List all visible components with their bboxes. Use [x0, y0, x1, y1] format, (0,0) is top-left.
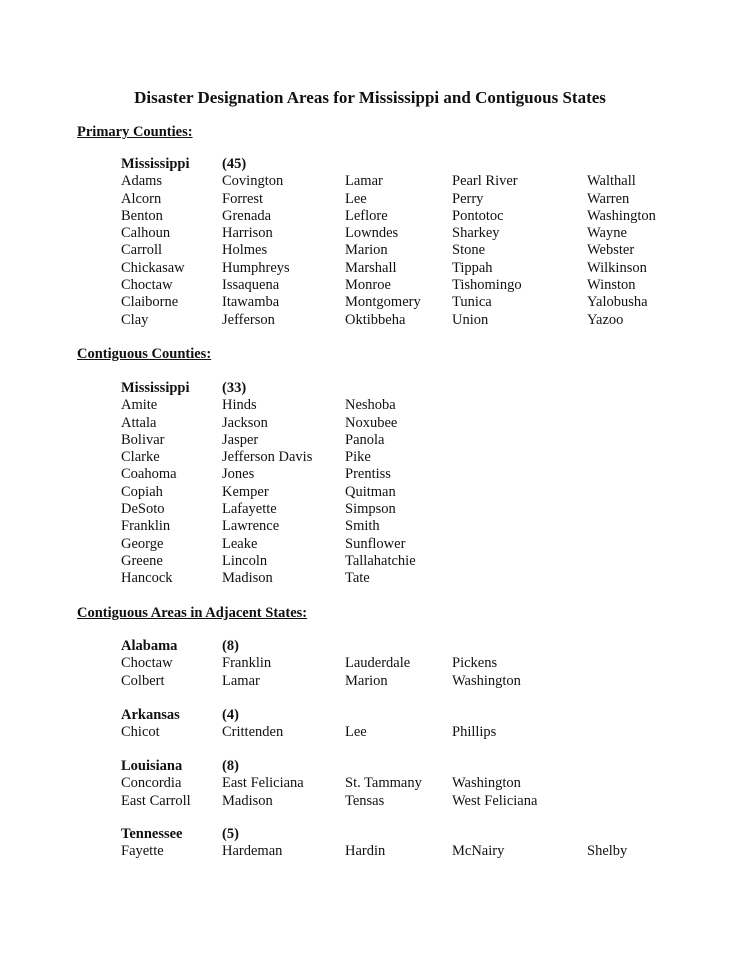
county-name: Lamar [222, 672, 260, 689]
county-name: Hardeman [222, 843, 283, 860]
state-name: Tennessee [121, 826, 183, 842]
county-name: Yazoo [587, 311, 624, 328]
county-name: Marshall [345, 259, 397, 276]
county-name: Tate [345, 570, 370, 587]
county-name: Forrest [222, 190, 264, 207]
county-name: McNairy [452, 843, 505, 860]
document-title: Disaster Designation Areas for Mississippi and Contiguous States [134, 88, 606, 107]
county-name: Simpson [345, 501, 396, 518]
county-name: Pickens [452, 655, 498, 672]
state-name: Mississippi [121, 380, 190, 396]
county-name: Bolivar [121, 431, 165, 448]
county-name: Jasper [222, 431, 259, 448]
county-name: Issaquena [222, 277, 280, 294]
county-name: Tensas [345, 792, 385, 809]
county-name: Marion [345, 242, 388, 259]
county-name: Winston [587, 277, 636, 294]
county-name: Lawrence [222, 518, 280, 535]
county-name: Prentiss [345, 466, 391, 483]
county-name: Covington [222, 173, 284, 190]
county-name: West Feliciana [452, 792, 538, 809]
county-name: Wilkinson [587, 259, 647, 276]
county-count: (45) [222, 156, 247, 172]
county-name: Quitman [345, 483, 396, 500]
county-name: Washington [587, 207, 656, 224]
county-name: Jefferson Davis [222, 449, 313, 466]
county-name: Yalobusha [587, 294, 648, 311]
county-name: Greene [121, 552, 163, 569]
county-name: Calhoun [121, 225, 171, 242]
county-name: East Carroll [121, 792, 191, 809]
county-name: Neshoba [345, 397, 396, 414]
county-name: Walthall [587, 173, 636, 190]
county-name: Stone [452, 242, 486, 259]
county-name: Lauderdale [345, 655, 411, 672]
county-name: Madison [222, 792, 273, 809]
state-name: Alabama [121, 638, 178, 654]
county-name: Smith [345, 518, 380, 535]
county-name: Pike [345, 449, 371, 466]
county-name: Shelby [587, 843, 628, 860]
county-name: Lowndes [345, 225, 399, 242]
county-name: Union [452, 311, 489, 328]
county-name: Adams [121, 173, 163, 190]
county-name: Fayette [121, 843, 164, 860]
county-count: (33) [222, 380, 247, 396]
county-name: Tallahatchie [345, 552, 416, 569]
county-name: Montgomery [345, 294, 421, 311]
county-name: Noxubee [345, 414, 398, 431]
county-name: Hardin [345, 843, 386, 860]
county-name: Hancock [121, 570, 173, 587]
county-name: DeSoto [121, 501, 165, 518]
county-name: Colbert [121, 672, 165, 689]
county-name: Lee [345, 190, 367, 207]
county-name: Phillips [452, 724, 497, 741]
county-name: Harrison [222, 225, 273, 242]
county-name: Marion [345, 672, 388, 689]
county-name: Benton [121, 207, 163, 224]
county-name: Copiah [121, 483, 163, 500]
county-name: Washington [452, 775, 521, 792]
county-name: Tishomingo [452, 277, 522, 294]
county-name: Lee [345, 724, 367, 741]
county-name: Pontotoc [452, 207, 504, 224]
county-name: Chicot [121, 724, 160, 741]
county-name: Wayne [587, 225, 627, 242]
county-name: St. Tammany [345, 775, 422, 792]
county-name: Alcorn [121, 190, 162, 207]
county-name: Leflore [345, 207, 388, 224]
county-name: Holmes [222, 242, 268, 259]
county-name: Sunflower [345, 535, 406, 552]
county-name: Choctaw [121, 277, 173, 294]
county-name: Webster [587, 242, 635, 259]
county-name: George [121, 535, 164, 552]
county-count: (4) [222, 707, 239, 723]
county-name: Washington [452, 672, 521, 689]
county-name: Madison [222, 570, 273, 587]
state-name: Louisiana [121, 758, 183, 774]
county-name: Coahoma [121, 466, 177, 483]
county-name: Concordia [121, 775, 182, 792]
county-name: Crittenden [222, 724, 284, 741]
county-count: (8) [222, 638, 239, 654]
county-name: Franklin [222, 655, 272, 672]
county-name: Jefferson [222, 311, 275, 328]
county-name: Amite [121, 397, 158, 414]
county-name: East Feliciana [222, 775, 304, 792]
county-name: Tunica [452, 294, 492, 311]
county-name: Attala [121, 414, 157, 431]
county-name: Grenada [222, 207, 272, 224]
adjacent-heading: Contiguous Areas in Adjacent States: [77, 605, 308, 621]
county-name: Warren [587, 190, 630, 207]
county-name: Lincoln [222, 552, 268, 569]
county-name: Jones [222, 466, 255, 483]
state-name: Mississippi [121, 156, 190, 172]
county-name: Choctaw [121, 655, 173, 672]
county-name: Pearl River [452, 173, 518, 190]
county-name: Lafayette [222, 501, 277, 518]
county-name: Leake [222, 535, 258, 552]
county-name: Hinds [222, 397, 257, 414]
county-name: Oktibbeha [345, 311, 406, 328]
county-name: Clay [121, 311, 149, 328]
county-name: Panola [345, 431, 385, 448]
county-name: Kemper [222, 483, 269, 500]
county-name: Monroe [345, 277, 391, 294]
county-name: Lamar [345, 173, 383, 190]
county-name: Perry [452, 190, 484, 207]
county-name: Itawamba [222, 294, 280, 311]
contiguous-heading: Contiguous Counties: [77, 346, 212, 362]
county-count: (5) [222, 826, 239, 842]
county-name: Claiborne [121, 294, 179, 311]
county-count: (8) [222, 758, 239, 774]
county-name: Sharkey [452, 225, 500, 242]
county-name: Jackson [222, 414, 268, 431]
county-name: Chickasaw [121, 259, 185, 276]
primary-heading: Primary Counties: [77, 124, 193, 140]
county-name: Franklin [121, 518, 171, 535]
county-name: Carroll [121, 242, 163, 259]
state-name: Arkansas [121, 707, 180, 723]
county-name: Humphreys [222, 259, 290, 276]
county-name: Clarke [121, 449, 160, 466]
county-name: Tippah [452, 259, 493, 276]
